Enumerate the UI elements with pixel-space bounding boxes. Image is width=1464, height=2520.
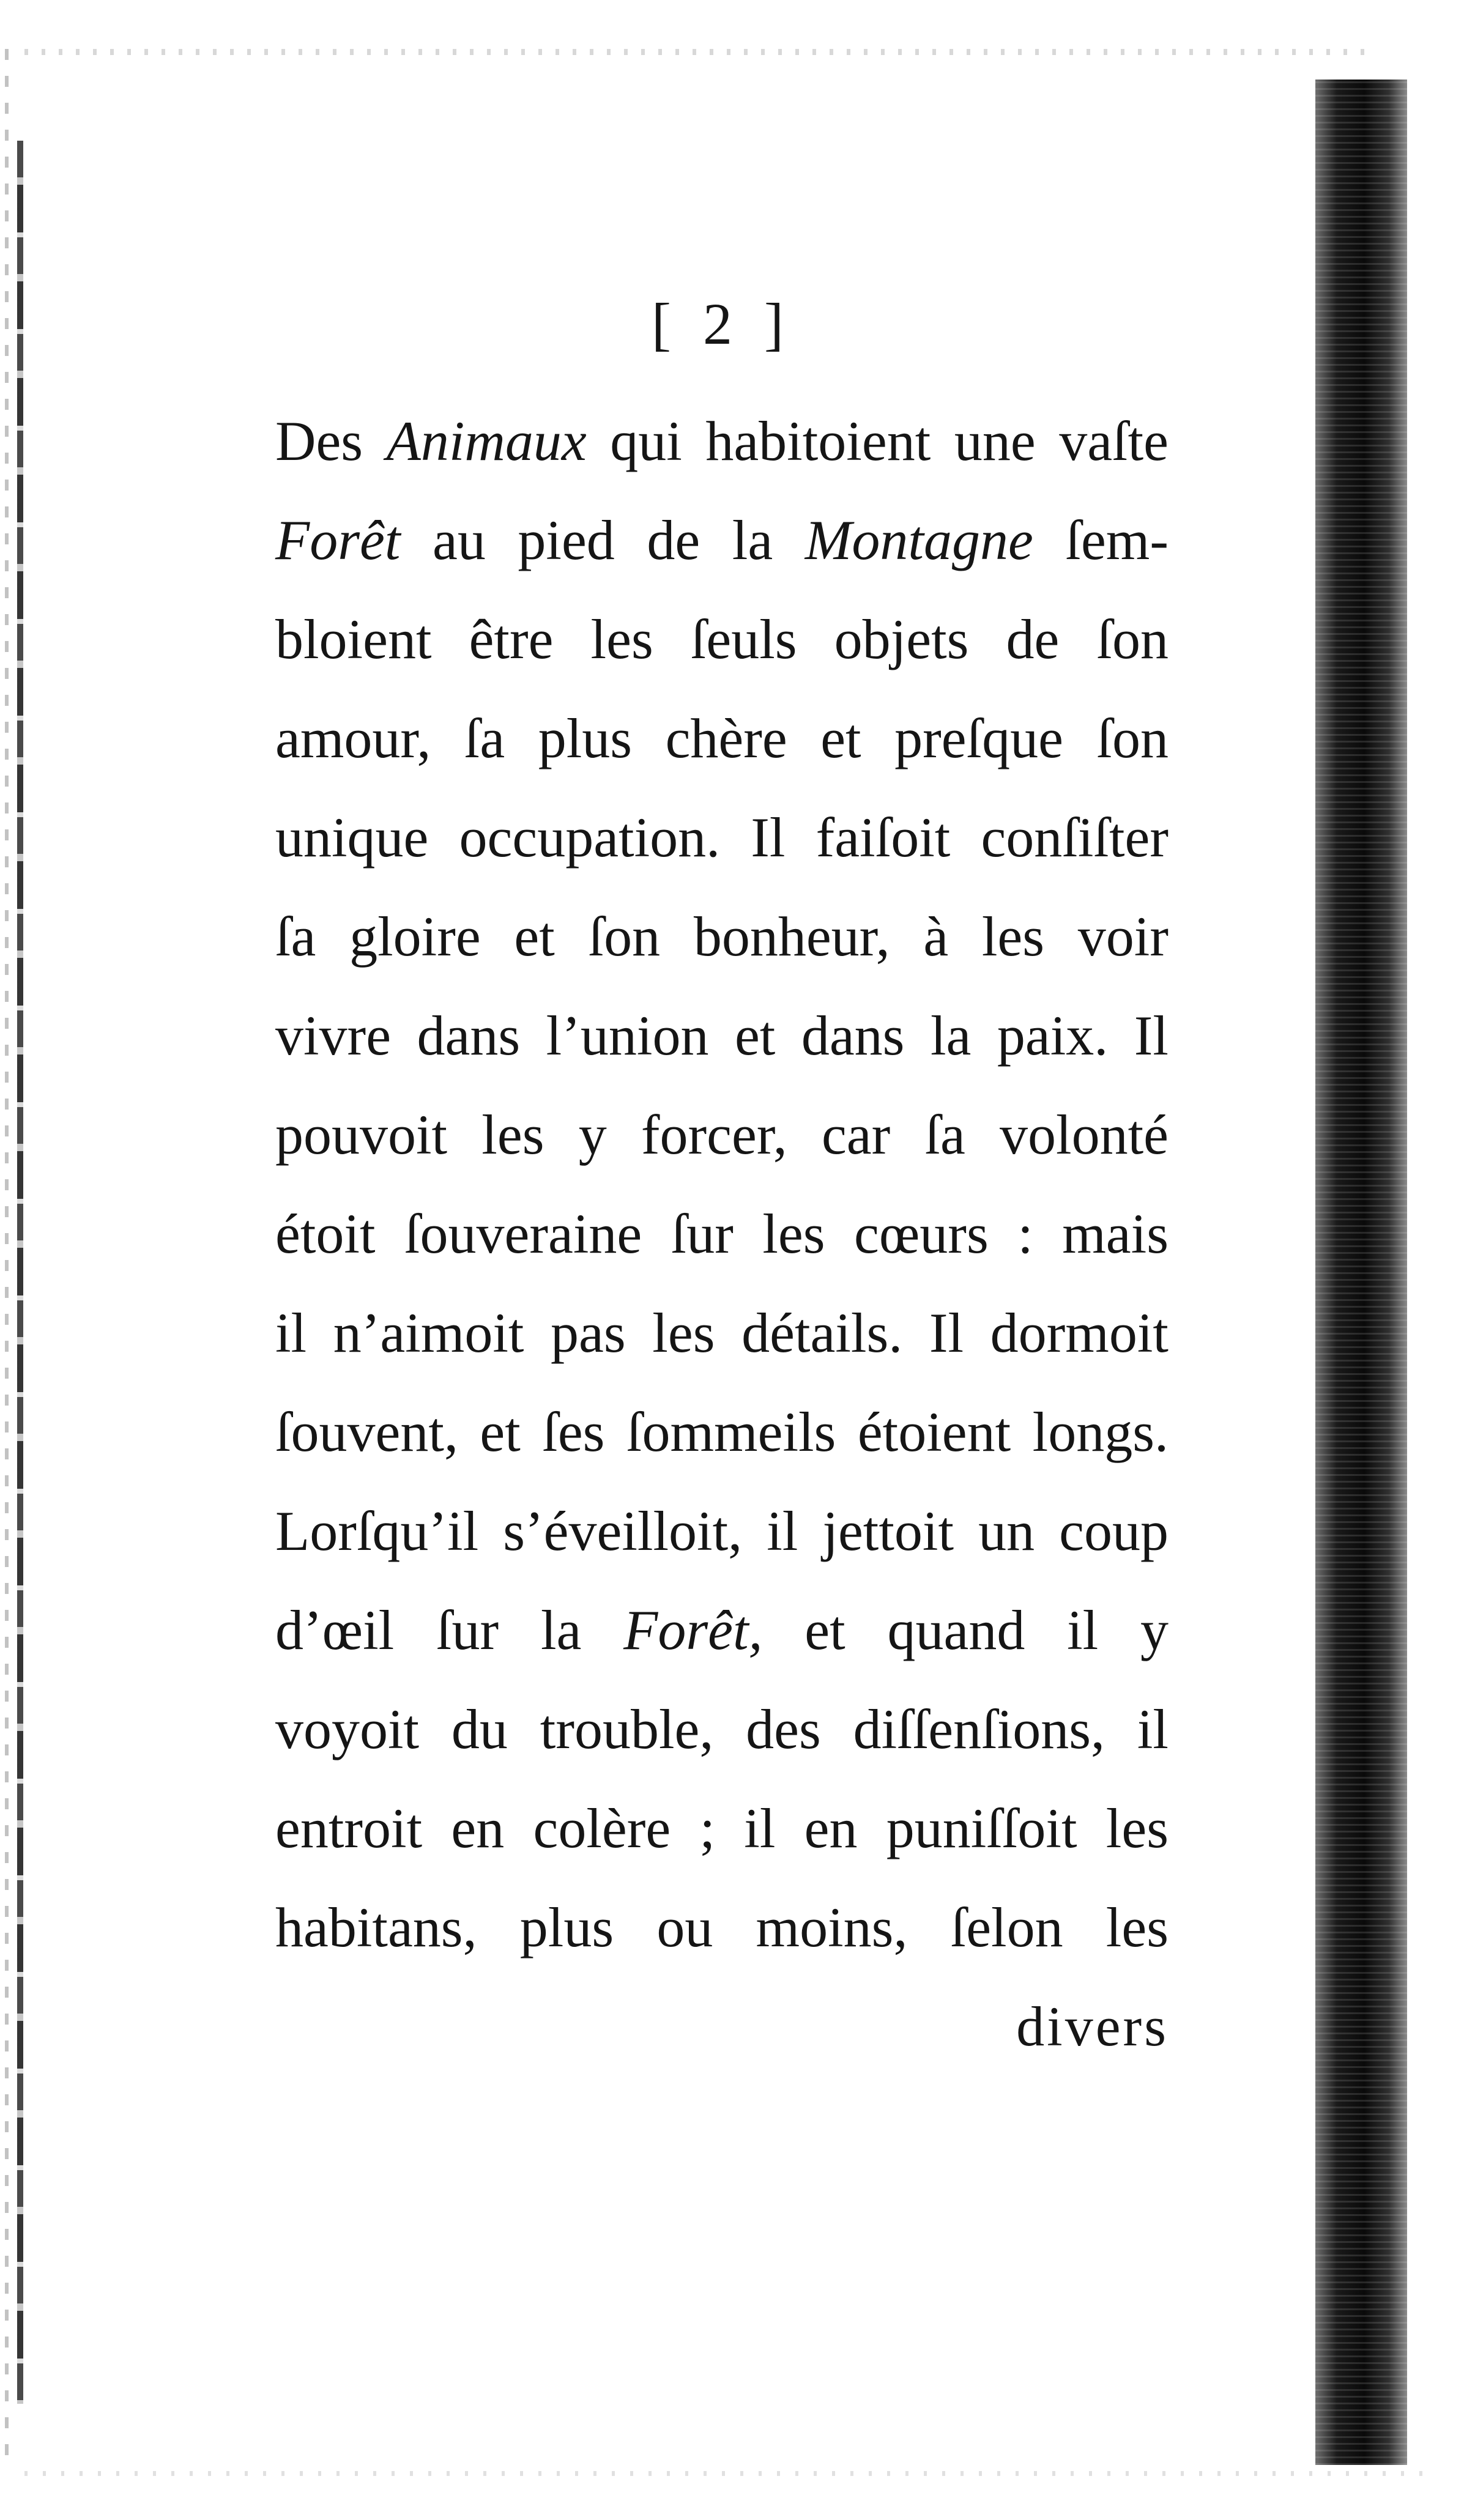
binding-edge-shadow	[5, 49, 9, 2465]
text-line	[275, 590, 1169, 689]
text-run: unique occupation. Il faiſoit conſiſter	[275, 806, 1169, 869]
binding-edge	[17, 141, 23, 2404]
text-line	[275, 1184, 1169, 1283]
text-run: pouvoit les y forcer, car ſa volonté	[275, 1103, 1169, 1166]
text-run: au pied de la	[400, 509, 805, 571]
text-run: ſem-	[1033, 509, 1169, 571]
text-run: bloient être les ſeuls objets de ſon	[275, 608, 1169, 670]
text-line	[275, 391, 1169, 491]
text-run: voyoit du trouble, des diſſenſions, il	[275, 1698, 1169, 1760]
text-line	[275, 1581, 1169, 1680]
text-line	[275, 1680, 1169, 1779]
text-run: vivre dans l’union et dans la paix. Il	[275, 1004, 1169, 1067]
text-line	[275, 1779, 1169, 1878]
italic-word: Forêt	[275, 509, 401, 571]
text-run: et quand il y	[762, 1599, 1169, 1661]
italic-word: Forêt,	[623, 1599, 763, 1661]
text-line	[275, 887, 1169, 986]
top-edge-speckle	[24, 49, 1370, 55]
text-run: il n’aimoit pas les détails. Il dormoit	[275, 1302, 1169, 1364]
text-line	[275, 986, 1169, 1085]
text-line	[275, 689, 1169, 788]
text-run: habitans, plus ou moins, ſelon les	[275, 1896, 1169, 1959]
text-run: entroit en colère ; il en puniſſoit les	[275, 1797, 1169, 1859]
text-line	[275, 1085, 1169, 1184]
catchword: divers	[1016, 1995, 1169, 2058]
text-line	[275, 1481, 1169, 1581]
page-number: [ 2 ]	[652, 291, 792, 357]
text-line	[275, 1382, 1169, 1481]
text-run: d’œil ſur la	[275, 1599, 624, 1661]
text-line	[275, 788, 1169, 887]
italic-word: Montagne	[804, 509, 1033, 571]
page-edge-texture	[1315, 80, 1407, 2465]
text-run: Des	[275, 410, 387, 472]
text-run: ſa gloire et ſon bonheur, à les voir	[275, 905, 1169, 968]
body-text	[275, 391, 1169, 2076]
text-run: qui habitoient une vaſte	[586, 410, 1169, 472]
text-run: amour, ſa plus chère et preſque ſon	[275, 707, 1169, 769]
italic-word: Animaux	[386, 410, 587, 472]
text-line	[275, 1878, 1169, 1977]
text-line	[275, 1283, 1169, 1382]
text-run: Lorſqu’il s’éveilloit, il jettoit un coup	[275, 1500, 1169, 1562]
text-run: étoit ſouveraine ſur les cœurs : mais	[275, 1203, 1169, 1265]
text-line	[275, 491, 1169, 590]
text-run: ſouvent, et ſes ſommeils étoient longs.	[275, 1401, 1169, 1463]
bottom-edge-speckle	[24, 2471, 1432, 2476]
